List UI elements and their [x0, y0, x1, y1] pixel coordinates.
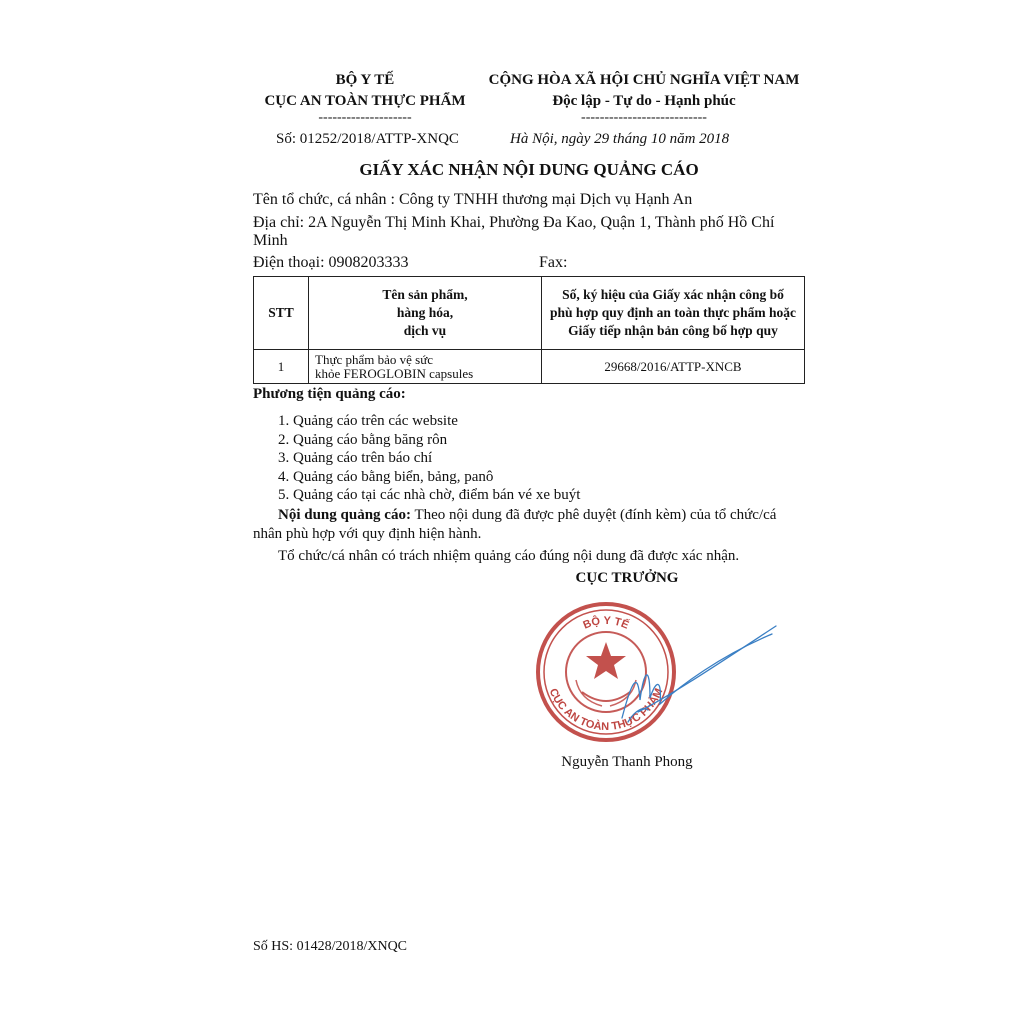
signature-title: CỤC TRƯỞNG	[575, 570, 679, 586]
row-stt: 1	[254, 350, 309, 384]
header-cert-line: Giấy tiếp nhận bản công bố hợp quy	[568, 323, 778, 338]
responsibility-statement: Tổ chức/cá nhân có trách nhiệm quảng cáo đúng nội dung đã được xác nhận.	[278, 548, 740, 564]
row-cert: 29668/2016/ATTP-XNCB	[542, 350, 805, 384]
national-motto: Độc lập - Tự do - Hạnh phúc	[552, 93, 736, 109]
content-first-line	[253, 506, 813, 525]
media-heading: Phương tiện quảng cáo:	[253, 386, 406, 402]
header-product	[309, 277, 542, 350]
applicant-address-line2: Minh	[253, 232, 288, 249]
list-item: 5. Quảng cáo tại các nhà chờ, điểm bán vé xe buýt	[278, 487, 581, 503]
right-rule: ---------------------------	[581, 110, 707, 125]
media-list	[258, 412, 580, 505]
agency-department: CỤC AN TOÀN THỰC PHẨM	[264, 93, 466, 109]
header-cert	[542, 277, 805, 350]
file-number: Số HS: 01428/2018/XNQC	[253, 939, 408, 954]
applicant-address-line1: Địa chỉ: 2A Nguyễn Thị Minh Khai, Phường Đa Kao, Quận 1, Thành phố Hồ Chí	[253, 214, 775, 231]
agency-ministry: BỘ Y TẾ	[335, 72, 395, 88]
seal-ring-text: CỤC AN TOÀN THỰC PHẨM	[546, 686, 666, 734]
document-number: Số: 01252/2018/ATTP-XNQC	[276, 131, 459, 147]
content-label: Nội dung quảng cáo:	[278, 507, 411, 523]
signer-name: Nguyễn Thanh Phong	[561, 754, 693, 770]
row-product	[309, 350, 542, 384]
row-product-line: khỏe FEROGLOBIN capsules	[315, 365, 474, 381]
list-item: 1. Quảng cáo trên các website	[278, 413, 458, 429]
left-rule: --------------------	[318, 110, 412, 125]
table-row	[254, 350, 805, 384]
applicant-name: Tên tổ chức, cá nhân : Công ty TNHH thương mại Dịch vụ Hạnh An	[253, 191, 693, 208]
applicant-phone: Điện thoại: 0908203333	[253, 254, 409, 271]
applicant-fax: Fax:	[539, 254, 568, 271]
header-cert-line: phù hợp quy định an toàn thực phẩm hoặc	[550, 305, 796, 320]
stamp-signature-graphic	[510, 600, 800, 750]
table-header-row	[254, 277, 805, 350]
product-table	[253, 276, 805, 384]
seal-star-icon	[586, 642, 626, 679]
header-cert-line: Số, ký hiệu của Giấy xác nhận công bố	[562, 287, 784, 302]
seal-top-text: BỘ Y TẾ	[581, 614, 631, 632]
content-paragraph	[253, 506, 813, 566]
list-item: 3. Quảng cáo trên báo chí	[278, 450, 433, 466]
content-text-line1: Theo nội dung đã được phê duyệt (đính kèm) của tổ chức/cá	[410, 507, 777, 523]
header-product-line: dịch vụ	[403, 323, 447, 338]
national-title: CỘNG HÒA XÃ HỘI CHỦ NGHĨA VIỆT NAM	[488, 72, 800, 88]
page-title: GIẤY XÁC NHẬN NỘI DUNG QUẢNG CÁO	[359, 160, 699, 179]
list-item: 2. Quảng cáo bằng băng rôn	[278, 431, 448, 448]
seal-stamp	[538, 604, 674, 740]
list-item: 4. Quảng cáo bằng biển, bảng, panô	[278, 468, 494, 485]
row-product-line: Thực phẩm bảo vệ sức	[315, 351, 434, 367]
header-product-line: Tên sản phẩm,	[382, 287, 468, 302]
header-product-line: hàng hóa,	[396, 305, 454, 320]
content-text-line2: nhân phù hợp với quy định hiện hành.	[253, 526, 482, 542]
header-stt: STT	[254, 277, 309, 350]
place-date: Hà Nội, ngày 29 tháng 10 năm 2018	[510, 131, 730, 147]
